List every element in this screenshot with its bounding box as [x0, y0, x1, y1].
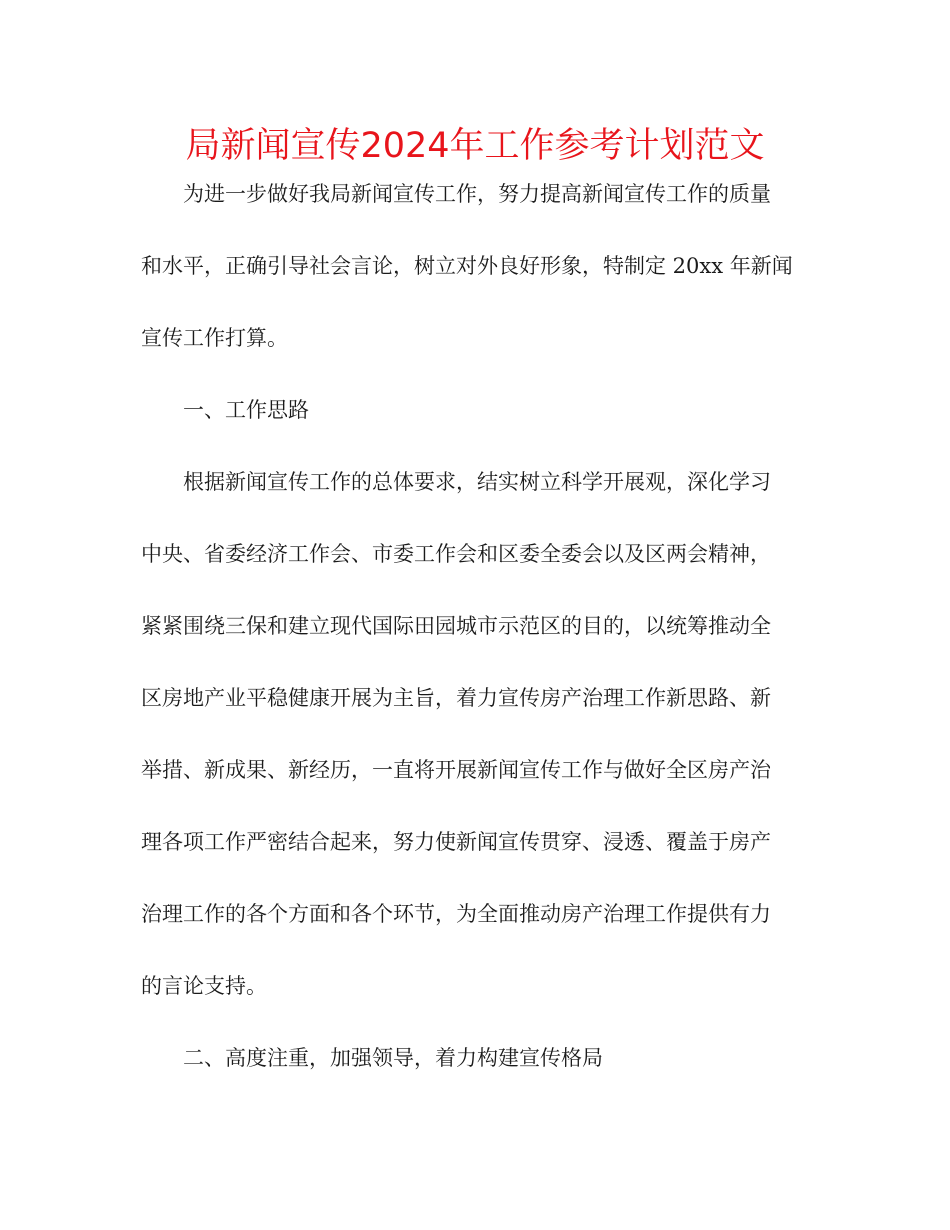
paragraph-line: 紧紧围绕三保和建立现代国际田园城市示范区的目的，以统筹推动全: [141, 614, 771, 638]
document-title: 局新闻宣传2024年工作参考计划范文: [185, 126, 765, 166]
paragraph-line: 为进一步做好我局新闻宣传工作，努力提高新闻宣传工作的质量: [183, 182, 771, 206]
paragraph-line: 和水平，正确引导社会言论，树立对外良好形象，特制定 20xx 年新闻: [141, 254, 793, 278]
paragraph-line: 治理工作的各个方面和各个环节，为全面推动房产治理工作提供有力: [141, 902, 771, 926]
paragraph-line: 理各项工作严密结合起来，努力使新闻宣传贯穿、浸透、覆盖于房产: [141, 830, 771, 854]
section-heading: 二、高度注重，加强领导，着力构建宣传格局: [183, 1046, 603, 1070]
paragraph-line: 的言论支持。: [141, 974, 267, 998]
paragraph-line: 宣传工作打算。: [141, 326, 288, 350]
paragraph-line: 区房地产业平稳健康开展为主旨，着力宣传房产治理工作新思路、新: [141, 686, 771, 710]
paragraph-line: 中央、省委经济工作会、市委工作会和区委全委会以及区两会精神，: [141, 542, 771, 566]
paragraph-line: 举措、新成果、新经历，一直将开展新闻宣传工作与做好全区房产治: [141, 758, 771, 782]
paragraph-line: 根据新闻宣传工作的总体要求，结实树立科学开展观，深化学习: [183, 470, 771, 494]
section-heading: 一、工作思路: [183, 398, 309, 422]
document-body: [141, 170, 811, 1106]
